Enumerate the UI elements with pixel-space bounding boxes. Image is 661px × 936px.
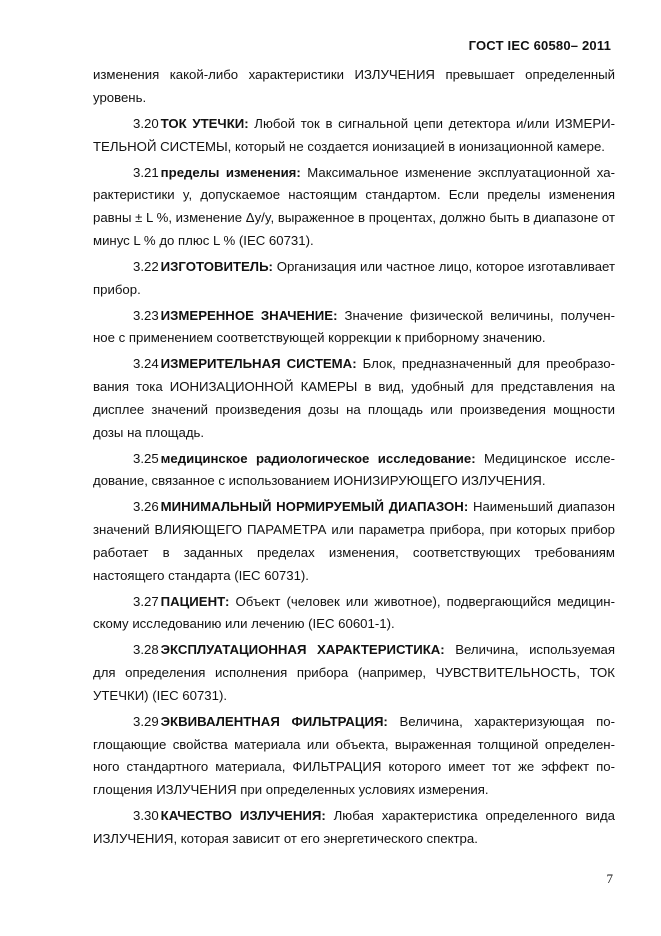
definition-number: 3.21 bbox=[133, 164, 159, 180]
definition-number: 3.20 bbox=[133, 115, 159, 131]
definition-text: Максимальное изменение эксплуатационной характеристики y, допускаемое настоящим стандартом. Если пределы изменения равны ± L %, изменение Δy/y, выраженное в процентах, должно быть в диапазоне от минус L % до плюс L % (IEC 60731). bbox=[93, 164, 615, 248]
definition-text: Медицинское исследование, связанное с использованием ИОНИЗИРУЮЩЕГО ИЗЛУЧЕНИЯ. bbox=[93, 450, 615, 489]
definition-item bbox=[93, 256, 615, 301]
definition-text: Организация или частное лицо, которое изготавливает прибор. bbox=[93, 258, 615, 297]
definition-item bbox=[93, 496, 615, 587]
definition-term: ПАЦИЕНТ: bbox=[160, 593, 230, 609]
definition-term: ИЗМЕРЕННОЕ ЗНАЧЕНИЕ: bbox=[160, 307, 338, 323]
definition-term: медицинское радиологическое исследование: bbox=[160, 450, 476, 466]
definition-text: Наименьший диапазон значений ВЛИЯЮЩЕГО ПАРАМЕТРА или параметра прибора, при которых прибор работает в заданных пределах изменения, соответствующих требованиям настоящего стандарта (IEC 60731). bbox=[93, 499, 615, 583]
definition-number: 3.27 bbox=[133, 593, 159, 609]
definition-number: 3.30 bbox=[133, 808, 159, 824]
definition-number: 3.26 bbox=[133, 499, 159, 515]
definition-text: Объект (человек или животное), подвергающийся медицинскому исследованию или лечению (IEC 60601-1). bbox=[93, 593, 615, 632]
definition-item bbox=[93, 711, 615, 802]
definition-number: 3.23 bbox=[133, 307, 159, 323]
definition-text: Величина, используемая для определения исполнения прибора (например, ЧУВСТВИТЕЛЬНОСТЬ, ТОК УТЕЧКИ) (IEC 60731). bbox=[93, 642, 615, 703]
page-number: 7 bbox=[606, 871, 613, 886]
definition-item bbox=[93, 162, 615, 253]
definition-term: ИЗГОТОВИТЕЛЬ: bbox=[160, 258, 273, 274]
definition-number: 3.29 bbox=[133, 713, 159, 729]
definition-item bbox=[93, 353, 615, 444]
definition-term: КАЧЕСТВО ИЗЛУЧЕНИЯ: bbox=[160, 808, 326, 824]
definition-item bbox=[93, 639, 615, 707]
definition-item bbox=[93, 805, 615, 850]
definition-term: ИЗМЕРИТЕЛЬНАЯ СИСТЕМА: bbox=[160, 356, 357, 372]
document-header: ГОСТ IEC 60580– 2011 bbox=[468, 38, 611, 53]
definition-number: 3.28 bbox=[133, 642, 159, 658]
definition-term: ЭКВИВАЛЕНТНАЯ ФИЛЬТРАЦИЯ: bbox=[160, 713, 388, 729]
definition-term: ЭКСПЛУАТАЦИОННАЯ ХАРАКТЕРИСТИКА: bbox=[160, 642, 445, 658]
definition-text: Величина, характеризующая поглощающие свойства материала или объекта, выраженная толщиной определенного стандартного материала, ФИЛЬТРАЦИЯ которого имеет тот же эффект поглощения ИЗЛУЧЕНИЯ при определенных условиях измерения. bbox=[93, 713, 615, 797]
definition-number: 3.24 bbox=[133, 356, 159, 372]
definition-item bbox=[93, 591, 615, 636]
definition-item bbox=[93, 113, 615, 158]
definition-term: МИНИМАЛЬНЫЙ НОРМИРУЕМЫЙ ДИАПАЗОН: bbox=[160, 499, 469, 515]
definition-text: Значение физической величины, полученное с применением соответствующей коррекции к приборному значению. bbox=[93, 307, 615, 346]
document-body bbox=[93, 64, 615, 854]
definition-term: ТОК УТЕЧКИ: bbox=[160, 115, 249, 131]
definition-text: Любой ток в сигнальной цепи детектора и/или ИЗМЕРИТЕЛЬНОЙ СИСТЕМЫ, который не создается ионизацией в ионизационной камере. bbox=[93, 115, 615, 154]
definition-item bbox=[93, 448, 615, 493]
definition-text: Блок, предназначенный для преобразования тока ИОНИЗАЦИОННОЙ КАМЕРЫ в вид, удобный для представления на дисплее значений произведения дозы на площадь или произведения мощности дозы на площадь. bbox=[93, 356, 615, 440]
definition-term: пределы изменения: bbox=[160, 164, 301, 180]
definition-number: 3.25 bbox=[133, 450, 159, 466]
definition-item bbox=[93, 305, 615, 350]
definitions-list bbox=[93, 113, 615, 851]
definition-text: Любая характеристика определенного вида ИЗЛУЧЕНИЯ, которая зависит от его энергетического спектра. bbox=[93, 808, 615, 846]
intro-paragraph: изменения какой-либо характеристики ИЗЛУЧЕНИЯ превышает определенный уровень. bbox=[93, 67, 615, 105]
definition-number: 3.22 bbox=[133, 258, 159, 274]
